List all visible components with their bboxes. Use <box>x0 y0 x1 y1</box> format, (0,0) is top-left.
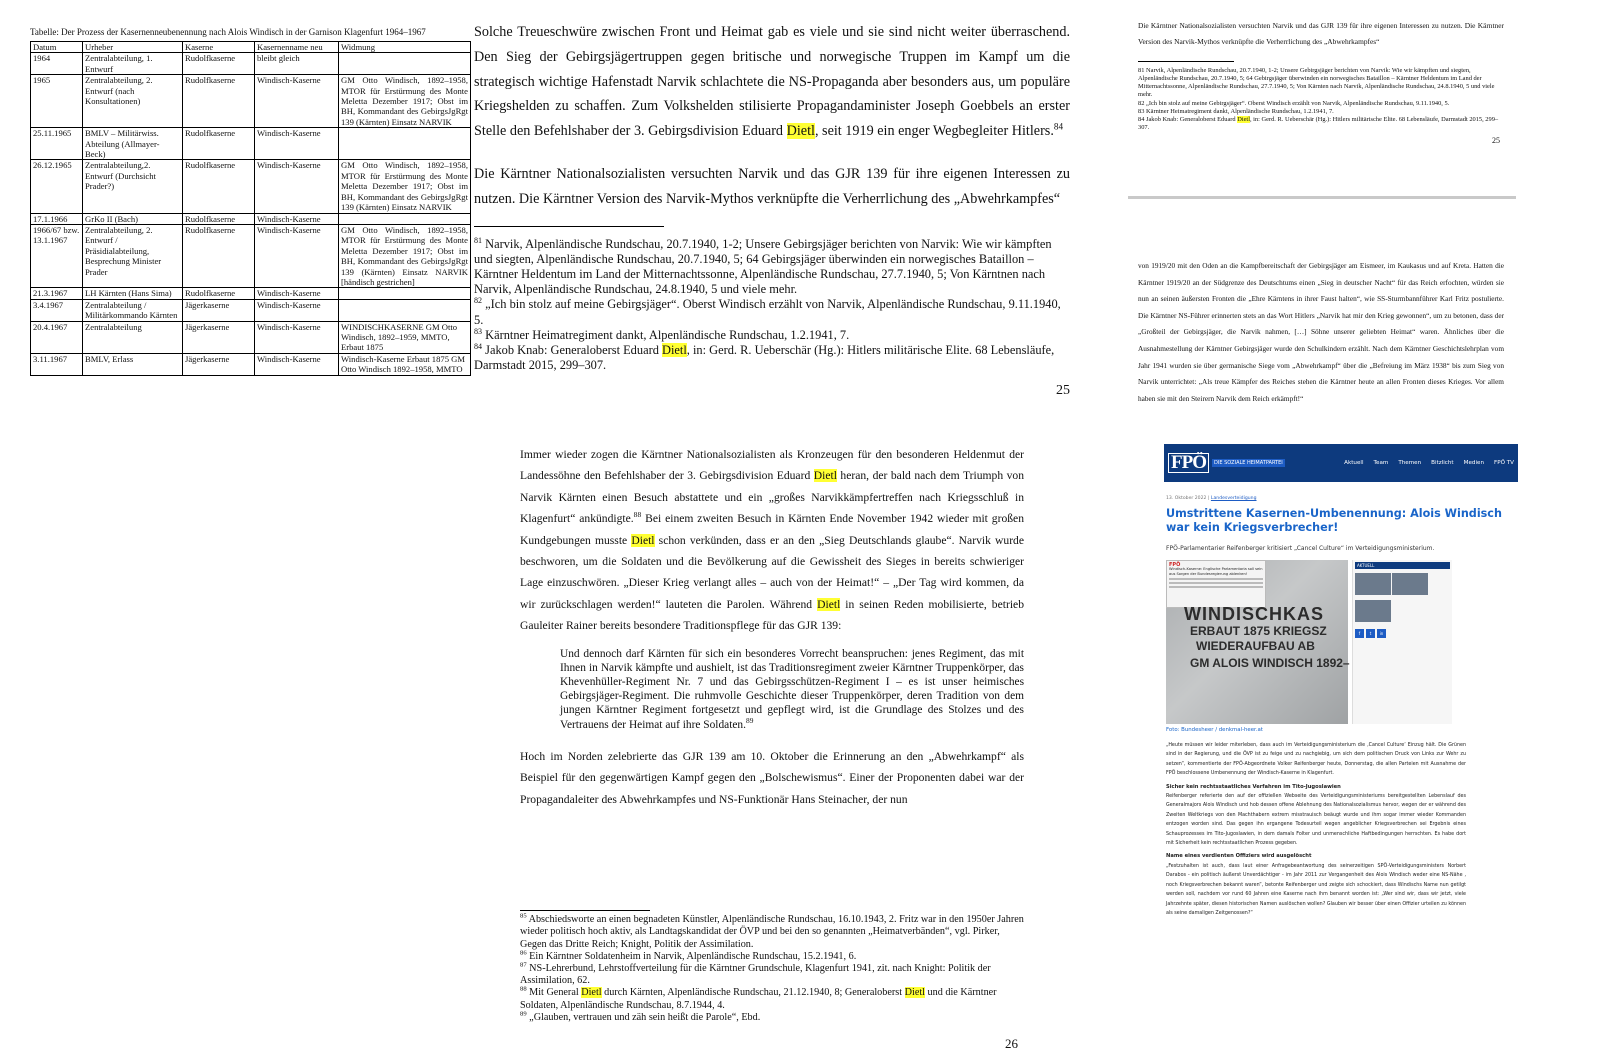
article-paragraph: „Heute müssen wir leider miterleben, dass auch im Verteidigungsministerium die ‚Cancel Culture‘ Einzug hält. Die Grünen sind in der Regierung, und die ÖVP ist zu feige und zu nachgiebig, um sich dem politischen Druck von Links zur Wehr zu setzen“, kommentierte der FPÖ-Abgeordnete Volker Reifenberger heute, Donnerstag, die allen Parteien mit Ausnahme der FPÖ beschlossene Umbenennung der Windisch-Kaserne in Klagenfurt. <box>1166 743 1466 777</box>
paragraph <box>520 444 1024 637</box>
col-header-name-neu: Kasernenname neu <box>255 42 339 53</box>
plaque-inscription <box>1184 604 1350 673</box>
cell-kaserne: Rudolfkaserne <box>183 288 255 299</box>
footnote-number: 89 <box>520 1010 527 1018</box>
plaque-line: GM ALOIS WINDISCH 1892– <box>1190 656 1350 670</box>
footnote-text: NS-Lehrerbund, Lehrstoffverteilung für die Kärntner Grundschule, Klagenfurt 1941, zit. nach Knight: Politik der Assimilation, 62. <box>520 962 991 987</box>
cell-datum: 17.1.1966 <box>31 213 83 224</box>
footnote-number: 88 <box>520 985 527 993</box>
menu-item-aktuell[interactable]: Aktuell <box>1344 460 1364 466</box>
cell-urheber: Zentralabteilung, 1. Entwurf <box>83 53 183 75</box>
page-25 <box>474 20 1070 399</box>
article-body <box>1166 741 1466 918</box>
col-header-widmung: Widmung <box>339 42 471 53</box>
cell-urheber: GrKo II (Bach) <box>83 213 183 224</box>
footnote-89 <box>520 1012 1024 1024</box>
cell-name-neu: Windisch-Kaserne <box>255 321 339 353</box>
footnote-88 <box>520 987 1024 1011</box>
sidebar-header: AKTUELL <box>1355 562 1450 569</box>
footnote-text: und die Kärntner Soldaten, Alpenländische Rundschau, 8.7.1944, 4. <box>520 987 997 1011</box>
footnote-82: 82 „Ich bin stolz auf meine Gebirgsjäger“. Oberst Windisch erzählt von Narvik, Alpenländische Rundschau, 9.11.1940, 5. <box>1138 99 1450 107</box>
share-icon[interactable]: in <box>1377 629 1386 638</box>
footnote-divider <box>1138 61 1234 62</box>
menu-item-bitzlicht[interactable]: Bitzlicht <box>1431 460 1454 466</box>
share-icon[interactable]: t <box>1366 629 1375 638</box>
plaque-line: WIEDERAUFBAU AB <box>1196 639 1315 653</box>
cell-kaserne: Jägerkaserne <box>183 321 255 353</box>
sidebar-thumbnail[interactable] <box>1355 600 1391 622</box>
block-quote <box>560 647 1024 732</box>
footnote-ref[interactable]: 84 <box>1053 121 1064 132</box>
footnote-number: 84 <box>474 341 483 351</box>
footnote-divider <box>474 226 664 227</box>
sidebar-thumbnail[interactable] <box>1392 573 1428 595</box>
cell-widmung <box>339 53 471 75</box>
footnote-81 <box>474 237 1070 298</box>
paragraph-text: heran, der bald nach dem Triumph von Narvik Kärnten einen Besuch abstattete und ein „großes Narvikkämpfertreffen nach Kriegsschluß in Klagenfurt“ ankündigte. <box>520 469 1025 526</box>
footnote-text: „Glauben, vertrauen und zäh sein heißt die Parole“, Ebd. <box>526 1011 761 1023</box>
cell-name-neu: Windisch-Kaserne <box>255 288 339 299</box>
table-header-row <box>31 42 471 53</box>
footnote-text: Narvik, Alpenländische Rundschau, 20.7.1940, 1-2; Unsere Gebirgsjäger berichten von Narvik: Wie wir kämpften und siegten, Alpenländische Rundschau, 20.7.1940, 5; 64 Gebirgsjäger überwinden ein norwegisches Bataillon – Kärntner Heldentum im Land der Mitternachtssonne, Alpenländische Rundschau, 27.7.1940, 5; Von Kärntnen nach Narvik, Alpenländische Rundschau, 24.8.1940, 5 und viele mehr. <box>474 236 1052 297</box>
cell-urheber: Zentralabteilung,2. Entwurf (Durchsicht Prader?) <box>83 160 183 213</box>
table-row <box>31 299 471 321</box>
table-row <box>31 224 471 287</box>
footnote-number: 81 <box>474 235 483 245</box>
fpo-article-screenshot <box>1164 444 1518 1024</box>
cell-kaserne: Jägerkaserne <box>183 299 255 321</box>
table-row <box>31 353 471 375</box>
article-media-row <box>1166 560 1518 724</box>
highlighted-name: Dietl <box>631 533 655 547</box>
col-header-datum: Datum <box>31 42 83 53</box>
footnote-ref[interactable]: 89 <box>745 715 754 725</box>
menu-item-team[interactable]: Team <box>1373 460 1389 466</box>
site-nav-bar <box>1164 444 1518 482</box>
paragraph <box>474 20 1070 144</box>
highlighted-name: Dietl <box>1237 116 1250 124</box>
renaming-table <box>30 41 471 376</box>
table-row <box>31 160 471 213</box>
table-row <box>31 128 471 160</box>
footnote-text: 84 Jakob Knab: Generaloberst Eduard <box>1138 116 1238 124</box>
page-number: 25 <box>1492 136 1500 146</box>
logo-tagline: DIE SOZIALE HEIMATPARTEI <box>1214 460 1283 466</box>
page-26 <box>520 444 1024 1052</box>
footnote-82 <box>474 297 1070 327</box>
paragraph: von 1919/20 mit den Oden an die Kampfbereitschaft der Gebirgsjäger am Eismeer, im Kaukasus und auf Kreta. Hatten die Kärntner 1919/20 an der Südgrenze des Deutschtums einen „Sieg in deutscher Nacht“ für das Reich erfochten, würden sie nun an seinen äußersten Fronten die „Ehre Kärntens in ihrer Faust halten“, wie SS-Sturmbannführer Karl Fritz postulierte. Die Kärntner NS-Führer erinnerten stets an das Wort Hitlers „Narvik hat mir den Krieg gewonnen“, um zu betonen, dass der „Großteil der Gebirgsjäger, die Narvik nahmen, […] Söhne unserer geliebten Heimat“ waren. Ähnliches über die Ausnahmestellung der Kärntner Gebirgsjäger wurde den Schulkindern erzählt. Nach dem Kärntner Geschichtslehrplan vom Jahr 1941 wurden sie über germanische Siege vom „Abwehrkampf“ über die „Befreiung im März 1938“ bis zum Sieg von Narvik unterrichtet: „Als treue Kämpfer des Reiches stehen die Kärntner heute an allen Fronten dieses Krieges. Vor allem haben sie mit den Steirern Narvik dem Reich erkämpft!“ <box>1138 261 1504 403</box>
cell-name-neu: Windisch-Kaserne <box>255 213 339 224</box>
page-number: 25 <box>1056 383 1070 399</box>
cell-datum: 21.3.1967 <box>31 288 83 299</box>
article-date: 13. Oktober 2022 <box>1166 496 1207 501</box>
table-row <box>31 288 471 299</box>
footnote-text: Abschiedsworte an einen begnadeten Künstler, Alpenländische Rundschau, 16.10.1943, 2. Fritz war in den 1950er Jahren wieder politisch hoch aktiv, als Landtagskandidat der ÖVP und bei den so genannten „Heimatverbänden“, vgl. Pirker, Gegen das Dritte Reich; Knight, Politik der Assimilation. <box>520 914 1024 950</box>
sidebar-column <box>1352 560 1452 724</box>
shot-logo: FPÖ <box>1169 562 1181 568</box>
footnote-text: Kärntner Heimatregiment dankt, Alpenländische Rundschau, 1.2.1941, 7. <box>482 327 850 342</box>
paragraph-text: in seinen Reden mobilisierte, betrieb Gauleiter Rainer bereits besondere Traditionspflege für das GJR 139: <box>520 597 1024 633</box>
cell-kaserne: Rudolfkaserne <box>183 213 255 224</box>
cell-datum: 26.12.1965 <box>31 160 83 213</box>
article-headline: Umstrittene Kasernen-Umbenennung: Alois Windisch war kein Kriegsverbrecher! <box>1166 507 1502 534</box>
photo-credit: Foto: Bundesheer / denkmal-heer.at <box>1166 727 1263 733</box>
cell-kaserne: Rudolfkaserne <box>183 224 255 287</box>
embedded-article-screenshot <box>1166 560 1266 608</box>
plaque-line: WINDISCHKAS <box>1184 604 1324 624</box>
article-category[interactable]: Landesverteidigung <box>1210 496 1257 501</box>
quote-text: Und dennoch darf Kärnten für sich ein besonderes Vorrecht beanspruchen: jenes Regiment, das mit Ihnen in Narvik kämpfte und aushielt, ist das Traditionsregiment zweier Kärntner Truppenkörper, das Khevenhüller-Regiment Nr. 7 und das Gebirgsschützen-Regiment I – es ist unser heimisches Gebirgsjäger-Regiment. Die ruhmvolle Geschichte dieser Truppenkörper, deren Tradition von dem jungen Kärntner Regiment fortgesetzt und gepflegt wird, ist die Grundlage des Stolzes und des Vertrauens der Heimat auf ihre Soldaten. <box>560 647 1024 731</box>
footnote-84 <box>1138 116 1504 132</box>
article-paragraph: „Festzuhalten ist auch, dass laut einer Anfragebeantwortung des seinerzeitigen SPÖ-Verteidigungsministers Norbert Darabos - ein politisch äußerst Unverdächtiger - im Jahr 2011 zur Vergangenheit des Alois Windisch weder eine NS-Nähe , noch Kriegsverbrechen bekannt waren“, betonte Reifenberger und zeigte sich schockiert, dass Windischs Name nun getilgt werden soll, nachdem vor rund 60 Jahren eine Kaserne nach ihm benannt worden ist: „Wer sind wir, dass wir jetzt, viele Jahrzehnte später, diesen historischen Namen auslöschen wollen? Glauben wir besser über einen Offizier urteilen zu können als seine damaligen Zeitgenossen?“ <box>1166 863 1466 916</box>
cell-datum: 1966/67 bzw. 13.1.1967 <box>31 224 83 287</box>
cell-name-neu: Windisch-Kaserne <box>255 299 339 321</box>
footnote-ref[interactable]: 88 <box>633 510 642 520</box>
cell-urheber: BMLV – Militärwiss. Abteilung (Allmayer-Beck) <box>83 128 183 160</box>
highlighted-name: Dietl <box>904 987 925 999</box>
fpo-logo[interactable] <box>1168 453 1285 473</box>
highlighted-name: Dietl <box>817 597 841 611</box>
page-number: 26 <box>1005 1035 1018 1051</box>
cell-urheber: BMLV, Erlass <box>83 353 183 375</box>
menu-item-themen[interactable]: Themen <box>1398 460 1422 466</box>
cell-widmung <box>339 128 471 160</box>
cell-kaserne: Rudolfkaserne <box>183 75 255 128</box>
paragraph-text: Bei einem zweiten Besuch in Kärnten Ende November 1942 wieder mit großen Kundgebungen musste <box>520 512 1024 547</box>
paragraph: Hoch im Norden zelebrierte das GJR 139 am 10. Oktober die Erinnerung an den „Abwehrkampf“ als Beispiel für den gegenwärtigen Kampf gegen den „Bolschewismus“. Einer der Proponenten dabei war der Propagandaleiter des Abwehrkampfes und NS-Funktionär Hans Steinacher, der nun <box>520 749 1024 806</box>
footnote-81: 81 Narvik, Alpenländische Rundschau, 20.7.1940, 1-2; Unsere Gebirgsjäger berichten von Narvik: Wie wir kämpften und siegten, Alpenländische Rundschau, 20.7.1940, 5; 64 Gebirgsjäger überwinden ein norwegisches Bataillon – Kärntner Heldentum im Land der Mitternachtssonne, Alpenländische Rundschau, 27.7.1940, 5; Von Kärnten nach Narvik, Alpenländische Rundschau, 24.8.1940, 5 und viele mehr. <box>1138 66 1495 99</box>
article-paragraph: Reifenberger referierte den auf der offiziellen Webseite des Verteidigungsministeriums bereitgestellten Lebenslauf des Generalmajors Alois Windisch und hob dessen offene Ablehnung des Nationalsozialismus hervor, wegen der er während des Zweiten Weltkriegs von den Machthabern extrem misstrauisch beäugt wurde und ihm sogar immer wieder Kommanden entzogen worden sind. Das gegen ihn ergangene Todesurteil wegen angeblicher Kriegsverbrechen sei Ergebnis eines Schauprozesses im Tito-Jugoslawien, in dem damals Folter und unmenschliche Haftbedingungen herrschten. Es habe dort mit Sicherheit kein rechtsstaatlichen Prozess gegeben. <box>1166 794 1466 847</box>
cell-datum: 3.4.1967 <box>31 299 83 321</box>
cell-widmung <box>339 213 471 224</box>
footnote-text: Mit General <box>526 987 582 999</box>
article-lead: FPÖ-Parlamentarier Reifenberger kritisiert „Cancel Culture“ im Verteidigungsministerium. <box>1166 545 1435 552</box>
footnote-divider <box>520 910 650 911</box>
table-caption: Tabelle: Der Prozess der Kasernenneubenennung nach Alois Windisch in der Garnison Klagenfurt 1964–1967 <box>30 27 426 37</box>
footnote-text: Ein Kärntner Soldatenheim in Narvik, Alpenländische Rundschau, 15.2.1941, 6. <box>526 950 857 962</box>
plaque-photo <box>1166 560 1348 724</box>
plaque-line: ERBAUT 1875 KRIEGSZ <box>1190 624 1327 638</box>
site-menu <box>1344 460 1514 466</box>
footnote-number: 86 <box>520 949 527 957</box>
article-subheading: Sicher kein rechtsstaatliches Verfahren im Tito-Jugoslawien <box>1166 783 1341 790</box>
footnote-number: 87 <box>520 961 527 969</box>
footnote-text: , in: Gerd. R. Ueberschär (Hg.): Hitlers militärische Elite. 68 Lebensläufe, Darmstadt 2015, 299–307. <box>474 343 1055 373</box>
cell-widmung: GM Otto Windisch, 1892–1958, MTOR für Erstürmung des Monte Meletta Dezember 1917; Obst im BH, Kommandant des GebirgsJgRgt 139 (Kärnten) Einsatz NARVIK <box>339 75 471 128</box>
table-row <box>31 321 471 353</box>
cell-urheber: Zentralabteilung, 2. Entwurf / Präsidialabteilung, Besprechung Minister Prader <box>83 224 183 287</box>
footnote-87 <box>520 963 1024 987</box>
footnote-83: 83 Kärntner Heimatregiment dankt, Alpenländische Rundschau, 1.2.1941, 7. <box>1138 107 1334 115</box>
footnote-text: , in: Gerd. R. Ueberschär (Hg.): Hitlers militärische Elite. 68 Lebensläufe, Darmstadt 2015, 299–307. <box>1138 116 1499 132</box>
cell-name-neu: Windisch-Kaserne <box>255 353 339 375</box>
share-icon[interactable]: f <box>1355 629 1364 638</box>
footnote-84 <box>474 343 1070 373</box>
table-row <box>31 53 471 75</box>
paragraph: Die Kärntner Nationalsozialisten versuchten Narvik und das GJR 139 für ihre eigenen Interessen zu nutzen. Die Kärntner Version des Narvik-Mythos verknüpfte die Verherrlichung des „Abwehrkampfes“ <box>1138 21 1504 47</box>
cell-datum: 1964 <box>31 53 83 75</box>
paragraph-text: Solche Treueschwüre zwischen Front und Heimat gab es viele und sie sind nicht weiter überraschend. Den Sieg der Gebirgsjägertruppen gegen britische und norwegische Truppen im Kampf um die strategisch wichtige Hafenstadt Narvik schlachtete die NS-Propaganda aber besonders aus, um populäre Kriegshelden zu schaffen. Zum Volkshelden stilisierte Propagandaminister Joseph Goebbels an erster Stelle den Befehlshaber der 3. Gebirgsdivision Eduard <box>474 24 1070 140</box>
footnote-85 <box>520 914 1024 951</box>
cell-datum: 3.11.1967 <box>31 353 83 375</box>
cell-datum: 25.11.1965 <box>31 128 83 160</box>
cell-widmung: WINDISCHKASERNE GM Otto Windisch, 1892–1959, MMTO, Erbaut 1875 <box>339 321 471 353</box>
cell-name-neu: Windisch-Kaserne <box>255 160 339 213</box>
paragraph-text: Immer wieder zogen die Kärntner Nationalsozialisten als Kronzeugen für den besonderen Heldenmut der Landessöhne den Befehlshaber der 3. Gebirgsdivision Eduard <box>520 448 1024 483</box>
menu-item-fpo-tv[interactable]: FPÖ TV <box>1493 460 1514 466</box>
renaming-table-fragment <box>30 26 468 548</box>
highlighted-name: Dietl <box>813 469 837 483</box>
shot-title: Windisch-Kaserne: Englische Parlamentaria soll sein aus Sorgen der Bundesregierung ablenken! <box>1169 567 1263 576</box>
highlighted-name: Dietl <box>786 123 815 140</box>
cell-kaserne: Rudolfkaserne <box>183 53 255 75</box>
paragraph: Die Kärntner Nationalsozialisten versuchten Narvik und das GJR 139 für ihre eigenen Interessen zu nutzen. Die Kärntner Version des Narvik-Mythos verknüpfte die Verherrlichung des „Abwehrkampfes“ <box>474 165 1070 207</box>
cell-name-neu: bleibt gleich <box>255 53 339 75</box>
article-subheading: Name eines verdienten Offiziers wird ausgelöscht <box>1166 853 1312 860</box>
cell-datum: 20.4.1967 <box>31 321 83 353</box>
cell-name-neu: Windisch-Kaserne <box>255 75 339 128</box>
table-row <box>31 75 471 128</box>
share-row <box>1355 629 1450 638</box>
col-header-kaserne: Kaserne <box>183 42 255 53</box>
footnote-86 <box>520 951 1024 963</box>
paragraph-text: , seit 1919 ein enger Wegbegleiter Hitlers. <box>814 123 1054 140</box>
col-header-urheber: Urheber <box>83 42 183 53</box>
menu-item-medien[interactable]: Medien <box>1463 460 1484 466</box>
cell-urheber: LH Kärnten (Hans Sima) <box>83 288 183 299</box>
right-page-fragment <box>1138 18 1504 145</box>
footnote-number: 82 <box>474 296 483 306</box>
footnote-number: 83 <box>474 326 483 336</box>
table-row <box>31 213 471 224</box>
cell-datum: 1965 <box>31 75 83 128</box>
cell-widmung: GM Otto Windisch, 1892–1958, MTOR für Erstürmung des Monte Meletta Dezember 1917; Obst im BH, Kommandant des GebirgsJgRgt 139 (Kärnten) Einsatz NARVIK [händisch gestrichen] <box>339 224 471 287</box>
footnote-text: durch Kärnten, Alpenländische Rundschau, 21.12.1940, 8; Generaloberst <box>601 987 905 999</box>
cell-widmung: Windisch-Kaserne Erbaut 1875 GM Otto Windisch 1892–1958, MMTO <box>339 353 471 375</box>
logo-text: FPÖ <box>1168 453 1209 473</box>
cell-kaserne: Rudolfkaserne <box>183 128 255 160</box>
cell-kaserne: Jägerkaserne <box>183 353 255 375</box>
cell-urheber: Zentralabteilung / Militärkommando Kärnten <box>83 299 183 321</box>
cell-name-neu: Windisch-Kaserne <box>255 128 339 160</box>
cell-widmung <box>339 288 471 299</box>
footnote-text: „Ich bin stolz auf meine Gebirgsjäger“. Oberst Windisch erzählt von Narvik, Alpenländische Rundschau, 9.11.1940, 5. <box>474 297 1061 327</box>
cell-widmung <box>339 299 471 321</box>
footnote-text: Jakob Knab: Generaloberst Eduard <box>482 343 662 357</box>
right-page-continuation <box>1138 258 1504 407</box>
footnote-number: 85 <box>520 912 527 920</box>
article-meta: 13. Oktober 2022 | Landesverteidigung <box>1166 496 1257 501</box>
cell-urheber: Zentralabteilung <box>83 321 183 353</box>
highlighted-name: Dietl <box>581 987 602 999</box>
sidebar-thumbnail[interactable] <box>1355 573 1391 595</box>
cell-kaserne: Rudolfkaserne <box>183 160 255 213</box>
cell-urheber: Zentralabteilung, 2. Entwurf (nach Konsultationen) <box>83 75 183 128</box>
page-separator <box>1128 196 1516 199</box>
cell-name-neu: Windisch-Kaserne <box>255 224 339 287</box>
highlighted-name: Dietl <box>662 343 687 357</box>
cell-widmung: GM Otto Windisch, 1892–1958, MTOR für Erstürmung des Monte Meletta Dezember 1917; Obst im BH, Kommandant des GebirgsJgRgt 139 (Kärnten) Einsatz NARVIK <box>339 160 471 213</box>
paragraph-text: schon verkünden, dass er an den „Sieg Deutschlands glaube“. Narvik wurde beschworen, um die Soldaten und die Bevölkerung auf die Gewissheit des Sieges in bereits schwieriger Lage einzuschwören. „Dieser Krieg verlangt alles – auch von der Heimat!“ – „Der Tag wird kommen, da wir zurückschlagen werden!“ lauteten die Parolen. Während <box>520 533 1024 611</box>
footnote-83 <box>474 328 1070 343</box>
